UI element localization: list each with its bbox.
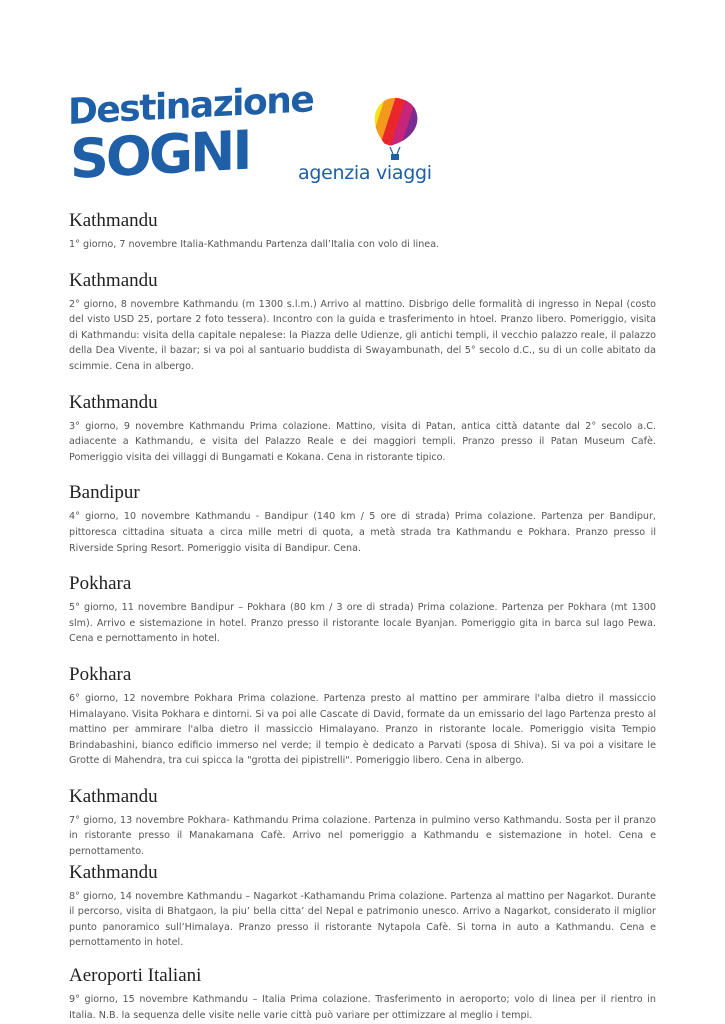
day-title: Pokhara [69, 573, 132, 595]
day-title: Pokhara [69, 663, 132, 685]
day-title: Bandipur [69, 482, 140, 504]
day-title: Kathmandu [69, 861, 158, 883]
day-description: 9° giorno, 15 novembre Kathmandu – Italia Prima colazione. Trasferimento in aeroporto; volo di linea per il rientro in Italia. N.B. la sequenza delle visite nelle varie città può variare per ottimizzare al meglio i tempi. [69, 994, 656, 1021]
itinerary-day-2 [69, 268, 656, 375]
day-title: Kathmandu [69, 210, 158, 231]
itinerary-day-8 [69, 860, 656, 951]
day-title: Kathmandu [69, 785, 158, 807]
itinerary-day-1 [69, 208, 656, 253]
logo-wordmark-line1: Destinazione [68, 79, 314, 133]
hot-air-balloon-icon [370, 96, 420, 162]
logo-wordmark-line2: SOGNI [70, 118, 250, 191]
day-description: 8° giorno, 14 novembre Kathmandu – Nagarkot -Kathamandu Prima colazione. Partenza al mattino per Nagarkot. Durante il percorso, visita di Bhatgaon, la piu’ bella citta’ del Nepal e patrimonio unesco. Arrivo a Nagarkot, considerato il miglior punto panoramico sull’Himalaya. Pranzo presso il ristorante Nytapola Cafè. Si torna in auto a Kathmandu. Cena e pernottamento in hotel. [69, 890, 656, 949]
day-description: 5° giorno, 11 novembre Bandipur – Pokhara (80 km / 3 ore di strada) Prima colazione. Partenza per Pokhara (mt 1300 slm). Arrivo e sistemazione in hotel. Pranzo presso il ristorante locale Byanjan. Pomeriggio gita in barca sul lago Pewa. Cena e pernottamento in hotel. [69, 602, 656, 645]
itinerary-day-4 [69, 480, 656, 556]
day-title: Kathmandu [69, 391, 158, 413]
itinerary [69, 204, 656, 1023]
day-title: Aeroporti Italiani [69, 965, 202, 987]
day-description: 7° giorno, 13 novembre Pokhara- Kathmandu Prima colazione. Partenza in pulmino verso Kathmandu. Sosta per il pranzo in ristorante presso il Manakamana Cafè. Arrivo nel pomeriggio a Kathmandu e sistemazione in hotel. Cena e pernottamento. [69, 814, 656, 858]
day-description: 1° giorno, 7 novembre Italia-Kathmandu Partenza dall’Italia con volo di linea. [69, 239, 440, 250]
day-description: 3° giorno, 9 novembre Kathmandu Prima colazione. Mattino, visita di Patan, antica città datante dal 2° secolo a.C. adiacente a Kathmandu, e visita del Palazzo Reale e dei maggiori templi. Pranzo presso il Patan Museum Cafè. Pomeriggio visita dei villaggi di Bungamati e Kokana. Cena in ristorante tipico. [69, 420, 656, 463]
day-description: 4° giorno, 10 novembre Kathmandu - Bandipur (140 km / 5 ore di strada) Prima colazione. Partenza per Bandipur, pittoresca cittadina situata a circa mille metri di quota, a metà strada tra Kathmandu e Pokhara. Pranzo presso il Riverside Spring Resort. Pomeriggio visita di Bandipur. Cena. [69, 511, 656, 554]
itinerary-day-5 [69, 571, 656, 647]
itinerary-day-9 [69, 963, 656, 1023]
day-description: 2° giorno, 8 novembre Kathmandu (m 1300 s.l.m.) Arrivo al mattino. Disbrigo delle formalità di ingresso in Nepal (costo del visto USD 25, portare 2 foto tessera). Incontro con la guida e trasferimento in htoel. Pranzo libero. Pomeriggio, visita di Kathmandu: visita della capitale nepalese: la Piazza delle Udienze, gli antichi templi, il vecchio palazzo reale, il palazzo della Dea Vivente, il bazar; si va poi al santuario buddista di Swayambunath, del 5° secolo d.C., su di un colle abitato da scimmie. Cena in albergo. [69, 298, 656, 372]
logo-tagline: agenzia viaggi [298, 162, 432, 184]
itinerary-day-3 [69, 390, 656, 466]
day-description: 6° giorno, 12 novembre Pokhara Prima colazione. Partenza presto al mattino per ammirare l'alba dietro il massiccio Himalayano. Visita Pokhara e dintorni. Si va poi alle Cascate di David, formate da un emissario del lago Partenza presto al mattino per ammirare l'alba dietro il massiccio Himalayano. Pranzo in ristorante locale. Pomeriggio visita Tempio Brindabashini, bianco edificio immerso nel verde; il tempio è dedicato a Parvati (sposa di Shiva). Si va poi a visitare le Grotte di Mahendra, tra cui spicca la "grotta dei pipistrelli". Pomeriggio libero. Cena in albergo. [69, 692, 656, 767]
day-title: Kathmandu [69, 269, 158, 291]
itinerary-day-7 [69, 784, 656, 860]
itinerary-day-6 [69, 662, 656, 769]
agency-logo [68, 79, 448, 204]
